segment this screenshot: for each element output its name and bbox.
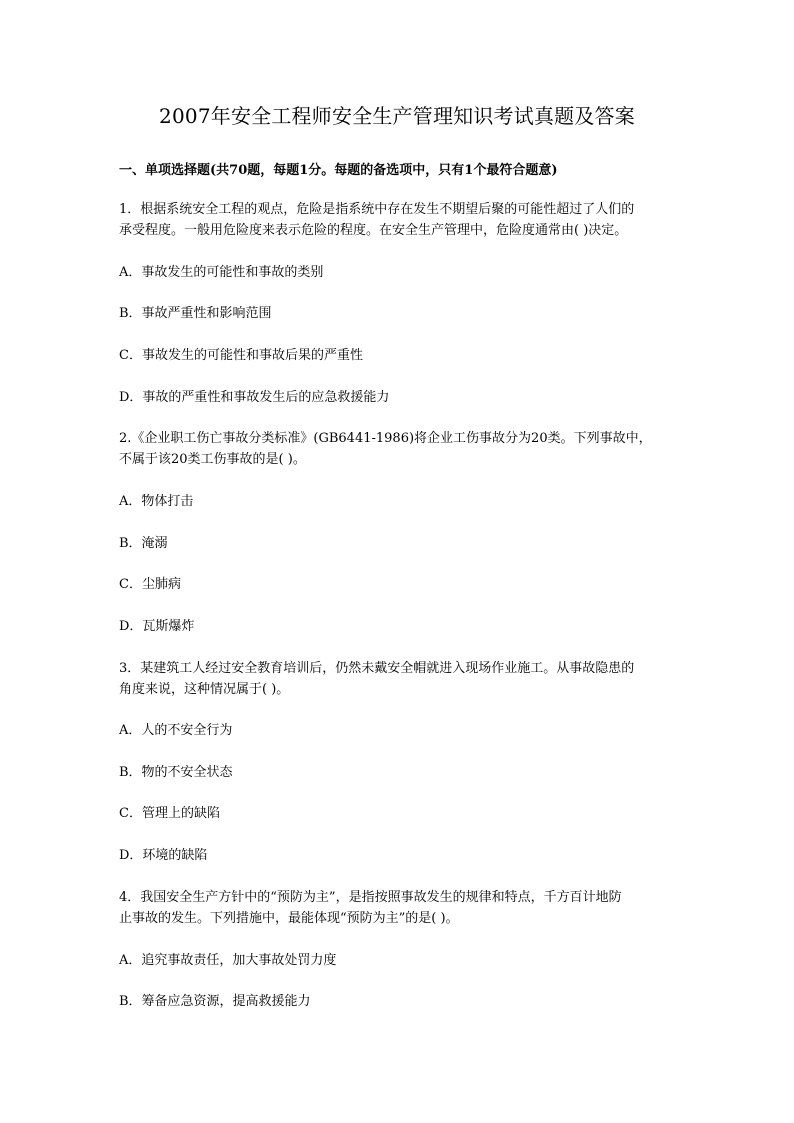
question-1-option-d: D．事故的严重性和事故发生后的应急救援能力 [119,390,390,405]
question-3-option-a: A．人的不安全行为 [119,723,233,738]
question-4-stem-line-2: 止事故的发生。下列措施中，最能体现“预防为主”的是( )。 [119,911,459,926]
question-3-option-b: B．物的不安全状态 [119,765,233,780]
question-1-stem-line-2: 承受程度。一般用危险度来表示危险的程度。在安全生产管理中，危险度通常由( )决定。 [119,223,628,238]
question-3-stem-line-2: 角度来说，这种情况属于( )。 [119,682,290,697]
question-4-option-a: A．追究事故责任，加大事故处罚力度 [119,953,337,968]
question-2-option-b: B．淹溺 [119,536,168,551]
question-3-option-d: D．环境的缺陷 [119,848,208,863]
question-4-option-b: B．筹备应急资源，提高救援能力 [119,994,311,1009]
question-1-option-a: A．事故发生的可能性和事故的类别 [119,265,324,280]
question-2-option-d: D．瓦斯爆炸 [119,619,195,634]
question-4-stem-line-1: 4．我国安全生产方针中的“预防为主”，是指按照事故发生的规律和特点，千方百计地防 [119,890,622,905]
question-2-option-a: A．物体打击 [119,494,194,509]
question-2-stem-line-2: 不属于该20类工伤事故的是( )。 [119,452,306,467]
question-1-option-c: C．事故发生的可能性和事故后果的严重性 [119,348,363,363]
question-3-option-c: C．管理上的缺陷 [119,806,220,821]
document-title: 2007年安全工程师安全生产管理知识考试真题及答案 [159,104,635,128]
question-2-option-c: C．尘肺病 [119,577,181,592]
section-heading: 一、单项选择题(共70题，每题1分。每题的备选项中，只有1个最符合题意) [119,163,558,178]
question-1-stem-line-1: 1．根据系统安全工程的观点，危险是指系统中存在发生不期望后聚的可能性超过了人们的 [119,202,635,217]
question-3-stem-line-1: 3．某建筑工人经过安全教育培训后，仍然未戴安全帽就进入现场作业施工。从事故隐患的 [119,661,635,676]
question-1-option-b: B．事故严重性和影响范围 [119,306,272,321]
question-2-stem-line-1: 2.《企业职工伤亡事故分类标准》(GB6441-1986)将企业工伤事故分为20类。下列事故中， [119,431,652,446]
